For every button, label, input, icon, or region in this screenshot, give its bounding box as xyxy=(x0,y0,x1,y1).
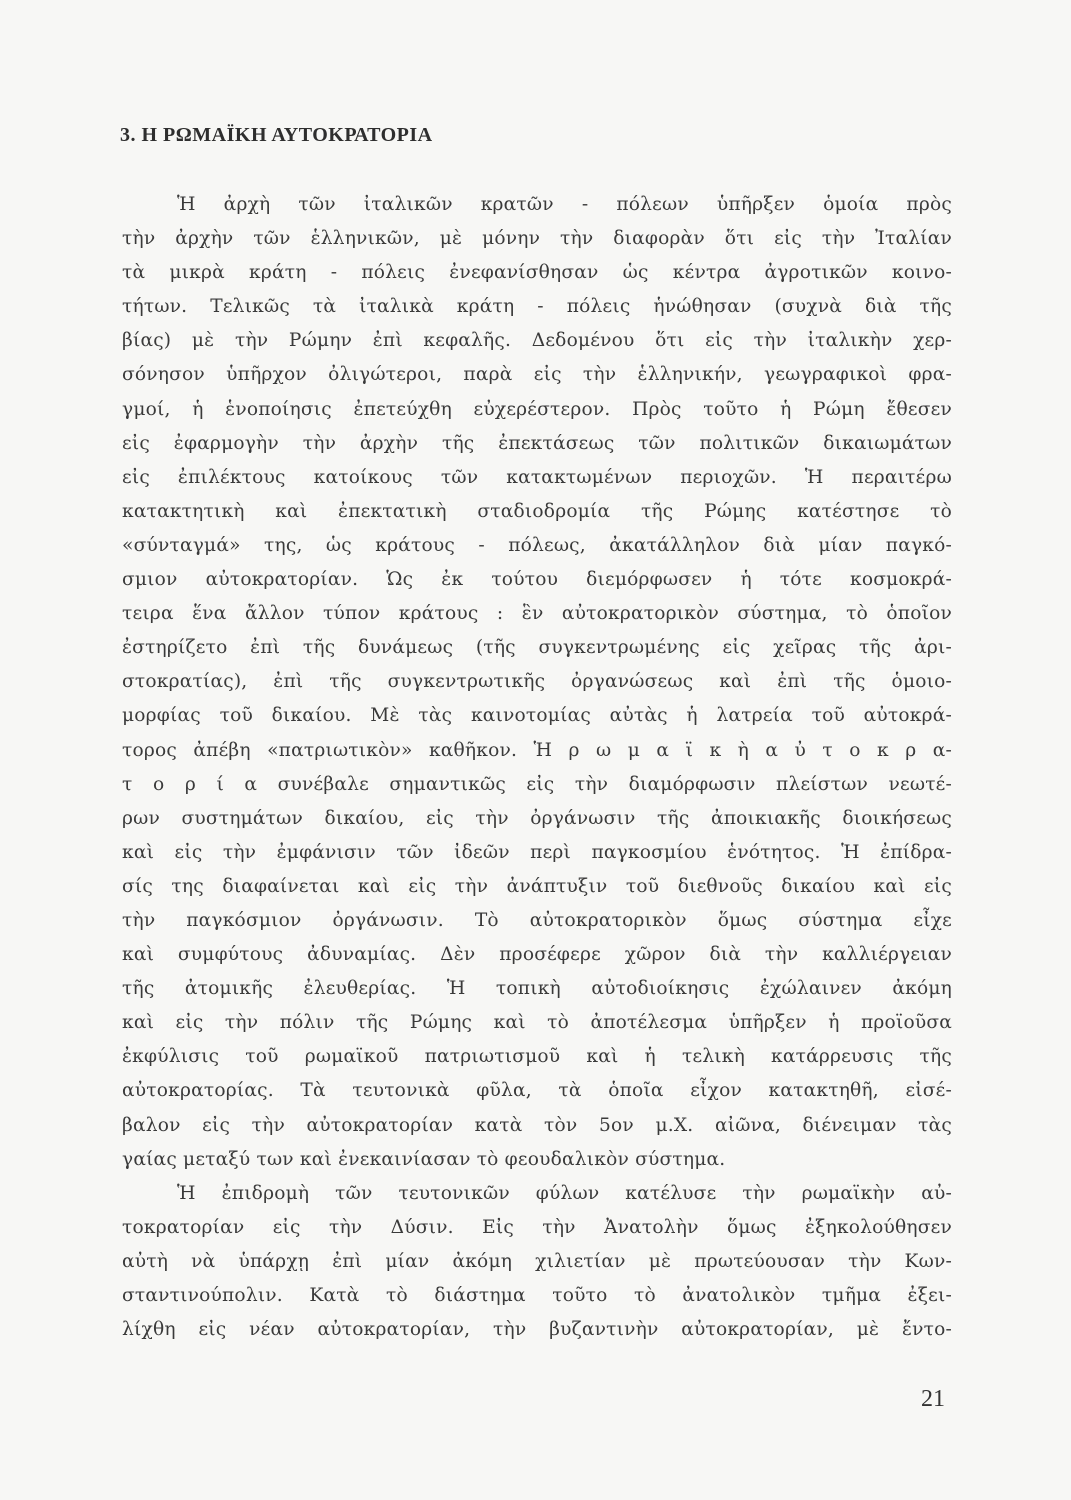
text-line: τὰ μικρὰ κράτη - πόλεις ἐνεφανίσθησαν ὡς κέντρα ἀγροτικῶν κοινο- xyxy=(122,262,952,284)
text-line: κατακτητικὴ καὶ ἐπεκτατικὴ σταδιοδρομία τῆς Ρώμης κατέστησε τὸ xyxy=(122,500,952,522)
section-heading: 3. Η ΡΩΜΑΪΚΗ ΑΥΤΟΚΡΑΤΟΡΙΑ xyxy=(120,124,433,146)
text-line: ρων συστημάτων δικαίου, εἰς τὴν ὀργάνωσιν τῆς ἀποικιακῆς διοικήσεως xyxy=(122,807,952,829)
paragraph xyxy=(122,1177,952,1347)
text-line: τορος ἀπέβη «πατριωτικὸν» καθῆκον. Ἡ ρ ω μ α ϊ κ ὴ α ὐ τ ο κ ρ α- xyxy=(122,739,952,761)
text-line: καὶ εἰς τὴν πόλιν τῆς Ρώμης καὶ τὸ ἀποτέλεσμα ὑπῆρξεν ἡ προϊοῦσα xyxy=(122,1012,952,1034)
text-line: εἰς ἐπιλέκτους κατοίκους τῶν κατακτωμένων περιοχῶν. Ἡ περαιτέρω xyxy=(122,466,952,488)
text-line: αὐτὴ νὰ ὑπάρχῃ ἐπὶ μίαν ἀκόμη χιλιετίαν μὲ πρωτεύουσαν τὴν Κων- xyxy=(122,1250,952,1272)
text-line: καὶ εἰς τὴν ἐμφάνισιν τῶν ἰδεῶν περὶ παγκοσμίου ἑνότητος. Ἡ ἐπίδρα- xyxy=(122,841,952,863)
text-line: ἐκφύλισις τοῦ ρωμαϊκοῦ πατριωτισμοῦ καὶ ἡ τελικὴ κατάρρευσις τῆς xyxy=(122,1046,952,1068)
paragraph xyxy=(122,188,952,1177)
body-text xyxy=(122,188,952,1347)
text-line: «σύνταγμά» της, ὡς κράτους - πόλεως, ἀκατάλληλον διὰ μίαν παγκό- xyxy=(122,534,952,556)
text-line: ἐστηρίζετο ἐπὶ τῆς δυνάμεως (τῆς συγκεντρωμένης εἰς χεῖρας τῆς ἀρι- xyxy=(122,637,952,659)
text-line: βίας) μὲ τὴν Ρώμην ἐπὶ κεφαλῆς. Δεδομένου ὅτι εἰς τὴν ἰταλικὴν χερ- xyxy=(122,330,952,352)
text-line: τὴν παγκόσμιον ὀργάνωσιν. Τὸ αὐτοκρατορικὸν ὅμως σύστημα εἶχε xyxy=(122,909,952,931)
text-line: σόνησον ὑπῆρχον ὀλιγώτεροι, παρὰ εἰς τὴν ἑλληνικήν, γεωγραφικοὶ φρα- xyxy=(122,364,952,386)
text-line: εἰς ἐφαρμογὴν τὴν ἀρχὴν τῆς ἐπεκτάσεως τῶν πολιτικῶν δικαιωμάτων xyxy=(122,432,952,454)
text-line: τῆς ἀτομικῆς ἐλευθερίας. Ἡ τοπικὴ αὐτοδιοίκησις ἐχώλαινεν ἀκόμη xyxy=(122,978,952,1000)
text-line: γαίας μεταξύ των καὶ ἐνεκαινίασαν τὸ φεουδαλικὸν σύστημα. xyxy=(122,1148,726,1170)
text-line: τήτων. Τελικῶς τὰ ἰταλικὰ κράτη - πόλεις ἡνώθησαν (συχνὰ διὰ τῆς xyxy=(122,296,952,318)
text-line: καὶ συμφύτους ἀδυναμίας. Δὲν προσέφερε χῶρον διὰ τὴν καλλιέργειαν xyxy=(122,944,952,966)
text-line: σμιον αὐτοκρατορίαν. Ὡς ἐκ τούτου διεμόρφωσεν ἡ τότε κοσμοκρά- xyxy=(122,569,952,591)
text-line: σίς της διαφαίνεται καὶ εἰς τὴν ἀνάπτυξιν τοῦ διεθνοῦς δικαίου καὶ εἰς xyxy=(122,875,952,897)
text-line: Ἡ ἀρχὴ τῶν ἰταλικῶν κρατῶν - πόλεων ὑπῆρξεν ὁμοία πρὸς xyxy=(177,194,952,215)
text-line: Ἡ ἐπιδρομὴ τῶν τευτονικῶν φύλων κατέλυσε τὴν ρωμαϊκὴν αὐ- xyxy=(177,1182,952,1204)
page-number: 21 xyxy=(921,1386,945,1412)
text-line: τοκρατορίαν εἰς τὴν Δύσιν. Εἰς τὴν Ἀνατολὴν ὅμως ἐξηκολούθησεν xyxy=(122,1216,952,1238)
text-line: σταντινούπολιν. Κατὰ τὸ διάστημα τοῦτο τὸ ἀνατολικὸν τμῆμα ἐξει- xyxy=(122,1285,952,1306)
text-line: τὴν ἀρχὴν τῶν ἑλληνικῶν, μὲ μόνην τὴν διαφορὰν ὅτι εἰς τὴν Ἰταλίαν xyxy=(122,228,952,250)
text-line: στοκρατίας), ἐπὶ τῆς συγκεντρωτικῆς ὀργανώσεως καὶ ἐπὶ τῆς ὁμοιο- xyxy=(122,671,952,693)
text-line: βαλον εἰς τὴν αὐτοκρατορίαν κατὰ τὸν 5ον μ.Χ. αἰῶνα, διένειμαν τὰς xyxy=(122,1114,952,1136)
text-line: αὐτοκρατορίας. Τὰ τευτονικὰ φῦλα, τὰ ὁποῖα εἶχον κατακτηθῆ, εἰσέ- xyxy=(122,1080,952,1102)
text-line: λίχθη εἰς νέαν αὐτοκρατορίαν, τὴν βυζαντινὴν αὐτοκρατορίαν, μὲ ἔντο- xyxy=(122,1319,952,1341)
text-line: τειρα ἕνα ἄλλον τύπον κράτους : ἓν αὐτοκρατορικὸν σύστημα, τὸ ὁποῖον xyxy=(122,603,952,625)
text-line: τ ο ρ ί α συνέβαλε σημαντικῶς εἰς τὴν διαμόρφωσιν πλείστων νεωτέ- xyxy=(122,773,952,795)
text-line: μορφίας τοῦ δικαίου. Μὲ τὰς καινοτομίας αὐτὰς ἡ λατρεία τοῦ αὐτοκρά- xyxy=(122,705,952,727)
text-line: γμοί, ἡ ἑνοποίησις ἐπετεύχθη εὐχερέστερον. Πρὸς τοῦτο ἡ Ρώμη ἔθεσεν xyxy=(122,398,952,420)
